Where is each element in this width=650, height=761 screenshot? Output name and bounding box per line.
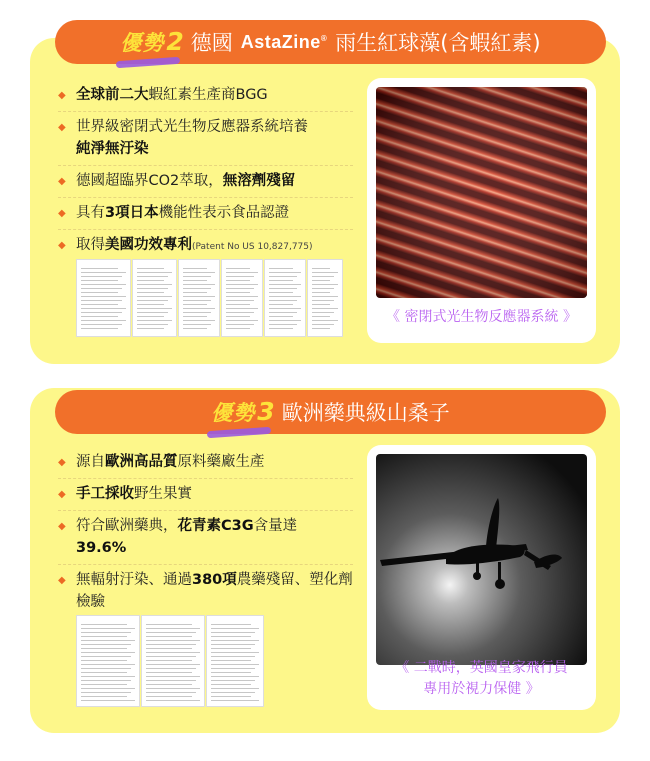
document-page bbox=[132, 259, 177, 337]
document-text-line bbox=[312, 292, 330, 293]
document-text-line bbox=[81, 660, 127, 661]
document-text-line bbox=[211, 624, 251, 625]
document-text-line bbox=[269, 324, 297, 325]
document-text-line bbox=[146, 668, 196, 669]
document-text-line bbox=[269, 304, 293, 305]
document-text-line bbox=[183, 288, 211, 289]
document-text-line bbox=[137, 288, 168, 289]
document-text-line bbox=[211, 640, 259, 641]
document-text-line bbox=[211, 672, 251, 673]
spitfire-photo bbox=[376, 454, 587, 665]
document-text-line bbox=[81, 288, 122, 289]
document-text-line bbox=[183, 312, 211, 313]
document-text-line bbox=[211, 644, 255, 645]
document-text-line bbox=[269, 272, 301, 273]
document-text-line bbox=[312, 300, 334, 301]
document-text-line bbox=[183, 272, 215, 273]
list-item: ◆ 全球前二大蝦紅素生產商BGG bbox=[58, 80, 353, 112]
document-text-line bbox=[137, 324, 168, 325]
document-text-line bbox=[81, 644, 131, 645]
document-text-line bbox=[312, 320, 338, 321]
document-text-line bbox=[269, 276, 297, 277]
document-text-line bbox=[226, 288, 254, 289]
document-text-line bbox=[81, 328, 118, 329]
document-text-line bbox=[146, 684, 192, 685]
document-text-line bbox=[146, 656, 196, 657]
document-text-line bbox=[183, 284, 215, 285]
document-text-line bbox=[81, 300, 122, 301]
document-text-line bbox=[211, 664, 259, 665]
document-text-line bbox=[211, 632, 255, 633]
document-text-line bbox=[81, 624, 127, 625]
list-item: ◆ 世界級密閉式光生物反應器系統培養 純淨無汙染 bbox=[58, 112, 353, 166]
document-text-line bbox=[81, 324, 122, 325]
document-text-line bbox=[312, 308, 338, 309]
document-text-line bbox=[146, 640, 200, 641]
document-text-line bbox=[81, 684, 127, 685]
document-text-line bbox=[81, 656, 131, 657]
document-text-line bbox=[183, 316, 207, 317]
document-text-line bbox=[211, 628, 259, 629]
list-item: ◆ 德國超臨界CO2萃取，無溶劑殘留 bbox=[58, 166, 353, 198]
document-text-line bbox=[81, 268, 118, 269]
document-text-line bbox=[226, 280, 250, 281]
document-text-line bbox=[226, 272, 258, 273]
document-text-line bbox=[211, 636, 251, 637]
document-text-line bbox=[146, 700, 200, 701]
advantage-2-badge: 優勢2 bbox=[120, 27, 185, 56]
document-page bbox=[178, 259, 220, 337]
document-text-line bbox=[211, 696, 251, 697]
document-text-line bbox=[312, 316, 330, 317]
document-text-line bbox=[312, 284, 338, 285]
document-text-line bbox=[269, 300, 297, 301]
document-text-line bbox=[137, 268, 164, 269]
document-text-line bbox=[146, 692, 196, 693]
document-text-line bbox=[81, 664, 135, 665]
document-text-line bbox=[269, 320, 301, 321]
list-item: ◆ 源自歐洲高品質原料藥廠生產 bbox=[58, 447, 353, 479]
document-text-line bbox=[81, 280, 118, 281]
document-text-line bbox=[81, 692, 131, 693]
document-text-line bbox=[269, 280, 293, 281]
advantage-2-title-post: 雨生紅球藻(含蝦紅素) bbox=[335, 31, 541, 55]
document-text-line bbox=[81, 320, 126, 321]
document-text-line bbox=[81, 632, 131, 633]
document-text-line bbox=[269, 284, 301, 285]
document-text-line bbox=[211, 684, 251, 685]
document-text-line bbox=[137, 312, 168, 313]
document-text-line bbox=[226, 312, 254, 313]
document-text-line bbox=[137, 300, 168, 301]
document-text-line bbox=[146, 660, 192, 661]
photobioreactor-card bbox=[367, 78, 596, 343]
document-text-line bbox=[226, 320, 258, 321]
document-text-line bbox=[146, 688, 200, 689]
document-text-line bbox=[269, 308, 301, 309]
document-text-line bbox=[183, 320, 215, 321]
document-text-line bbox=[81, 668, 131, 669]
photobioreactor-caption: 《 密閉式光生物反應器系統 》 bbox=[386, 309, 577, 325]
document-text-line bbox=[81, 688, 135, 689]
document-page bbox=[264, 259, 306, 337]
document-page bbox=[76, 615, 140, 707]
document-text-line bbox=[81, 676, 135, 677]
document-text-line bbox=[137, 308, 172, 309]
document-text-line bbox=[81, 636, 127, 637]
document-text-line bbox=[226, 300, 254, 301]
advantage-3-banner bbox=[55, 390, 606, 434]
document-text-line bbox=[81, 672, 127, 673]
document-text-line bbox=[269, 292, 293, 293]
document-text-line bbox=[226, 284, 258, 285]
spitfire-card bbox=[367, 445, 596, 710]
advantage-2-banner bbox=[55, 20, 606, 64]
document-text-line bbox=[146, 644, 196, 645]
document-page bbox=[221, 259, 263, 337]
document-text-line bbox=[137, 320, 172, 321]
document-text-line bbox=[81, 304, 118, 305]
document-text-line bbox=[269, 296, 301, 297]
document-text-line bbox=[81, 652, 135, 653]
document-text-line bbox=[183, 304, 207, 305]
document-text-line bbox=[269, 312, 297, 313]
document-page bbox=[76, 259, 131, 337]
document-text-line bbox=[81, 312, 122, 313]
document-text-line bbox=[312, 324, 334, 325]
document-text-line bbox=[146, 632, 196, 633]
document-text-line bbox=[183, 328, 207, 329]
document-text-line bbox=[183, 308, 215, 309]
document-text-line bbox=[81, 640, 135, 641]
document-text-line bbox=[211, 692, 255, 693]
document-text-line bbox=[226, 276, 254, 277]
document-text-line bbox=[269, 328, 293, 329]
document-text-line bbox=[81, 292, 118, 293]
document-text-line bbox=[81, 284, 126, 285]
document-text-line bbox=[183, 296, 215, 297]
document-page bbox=[206, 615, 264, 707]
list-item: ◆ 取得美國功效專利(Patent No US 10,827,775) bbox=[58, 230, 353, 263]
document-text-line bbox=[226, 328, 250, 329]
document-text-line bbox=[269, 316, 293, 317]
document-text-line bbox=[146, 676, 200, 677]
document-text-line bbox=[81, 628, 135, 629]
document-text-line bbox=[81, 276, 122, 277]
document-text-line bbox=[211, 668, 255, 669]
document-text-line bbox=[81, 296, 126, 297]
document-text-line bbox=[226, 316, 250, 317]
document-text-line bbox=[146, 664, 200, 665]
document-text-line bbox=[81, 696, 127, 697]
document-text-line bbox=[137, 296, 172, 297]
document-text-line bbox=[269, 288, 297, 289]
document-text-line bbox=[81, 308, 126, 309]
document-text-line bbox=[211, 700, 259, 701]
document-text-line bbox=[137, 276, 168, 277]
list-item: ◆ 符合歐洲藥典，花青素C3G含量達 39.6% bbox=[58, 511, 353, 565]
document-text-line bbox=[211, 648, 251, 649]
test-reports-image bbox=[76, 615, 264, 707]
document-text-line bbox=[183, 268, 207, 269]
document-text-line bbox=[146, 636, 192, 637]
document-text-line bbox=[81, 648, 127, 649]
document-text-line bbox=[226, 292, 250, 293]
document-text-line bbox=[226, 308, 258, 309]
document-text-line bbox=[137, 316, 164, 317]
document-text-line bbox=[183, 276, 211, 277]
document-text-line bbox=[312, 272, 338, 273]
document-text-line bbox=[211, 680, 255, 681]
document-text-line bbox=[137, 292, 164, 293]
document-text-line bbox=[137, 272, 172, 273]
document-text-line bbox=[183, 292, 207, 293]
list-item: ◆ 具有3項日本機能性表示食品認證 bbox=[58, 198, 353, 230]
advantage-2-title-pre: 德國 bbox=[190, 31, 233, 55]
document-text-line bbox=[226, 268, 250, 269]
document-text-line bbox=[137, 284, 172, 285]
photobioreactor-photo bbox=[376, 87, 587, 298]
document-text-line bbox=[211, 652, 259, 653]
list-item: ◆ 無輻射汙染、通過380項農藥殘留、塑化劑檢驗 bbox=[58, 565, 353, 618]
document-text-line bbox=[312, 268, 330, 269]
document-text-line bbox=[146, 696, 192, 697]
document-text-line bbox=[183, 324, 211, 325]
document-text-line bbox=[312, 312, 334, 313]
document-text-line bbox=[211, 656, 255, 657]
advantage-3-badge: 優勢3 bbox=[211, 397, 276, 426]
document-text-line bbox=[146, 628, 200, 629]
document-text-line bbox=[312, 304, 330, 305]
document-text-line bbox=[269, 268, 293, 269]
document-text-line bbox=[226, 324, 254, 325]
document-text-line bbox=[312, 296, 338, 297]
document-text-line bbox=[146, 680, 196, 681]
document-text-line bbox=[137, 328, 164, 329]
document-text-line bbox=[226, 296, 258, 297]
document-text-line bbox=[146, 672, 192, 673]
document-text-line bbox=[81, 680, 131, 681]
document-text-line bbox=[312, 328, 330, 329]
document-text-line bbox=[137, 304, 164, 305]
document-text-line bbox=[226, 304, 250, 305]
document-text-line bbox=[146, 624, 192, 625]
document-text-line bbox=[211, 660, 251, 661]
advantage-3-title: 歐洲藥典級山桑子 bbox=[281, 401, 450, 425]
spitfire-caption: 《 二戰時，英國皇家飛行員 專用於視力保健 》 bbox=[395, 660, 568, 697]
patent-documents-image bbox=[76, 259, 343, 337]
advantage-2-list bbox=[58, 80, 353, 263]
document-text-line bbox=[211, 688, 259, 689]
list-item: ◆ 手工採收野生果實 bbox=[58, 479, 353, 511]
document-text-line bbox=[312, 280, 330, 281]
astazine-logo: AstaZine® bbox=[240, 31, 328, 52]
document-page bbox=[307, 259, 343, 337]
document-text-line bbox=[211, 676, 259, 677]
document-text-line bbox=[81, 700, 135, 701]
document-text-line bbox=[146, 648, 192, 649]
document-text-line bbox=[183, 300, 211, 301]
document-text-line bbox=[146, 652, 200, 653]
advantage-3-list bbox=[58, 447, 353, 618]
document-text-line bbox=[137, 280, 164, 281]
document-text-line bbox=[312, 288, 334, 289]
document-text-line bbox=[81, 316, 118, 317]
document-text-line bbox=[183, 280, 207, 281]
document-text-line bbox=[81, 272, 126, 273]
document-text-line bbox=[312, 276, 334, 277]
document-page bbox=[141, 615, 205, 707]
